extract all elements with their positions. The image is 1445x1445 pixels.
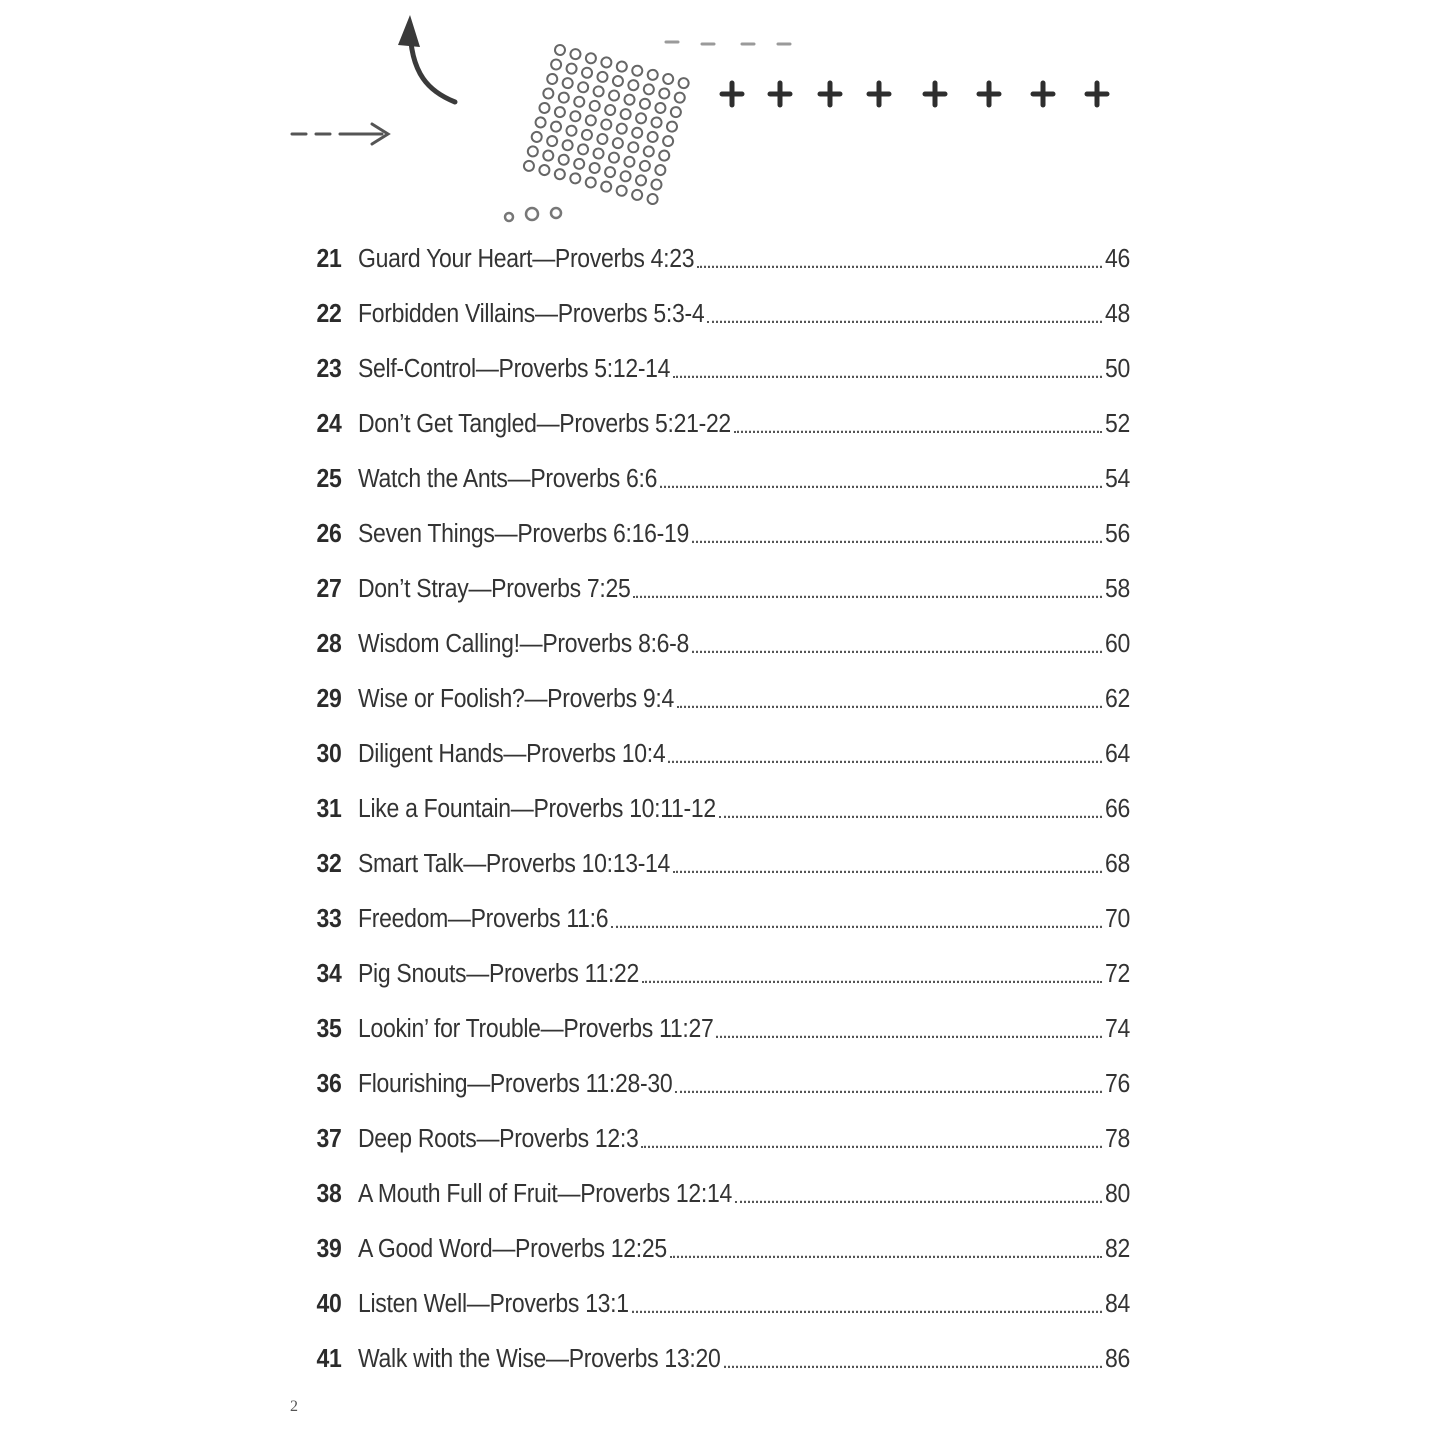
toc-entry-title: Like a Fountain—Proverbs 10:11-12: [358, 793, 716, 823]
toc-entry-title: Seven Things—Proverbs 6:16-19: [358, 518, 689, 548]
toc-entry: [300, 283, 1130, 345]
toc-dot-leader: [677, 705, 1102, 707]
toc-dot-leader: [670, 1255, 1102, 1257]
toc-entry-page: 54: [1105, 463, 1130, 493]
toc-entry-number: 29: [316, 683, 342, 713]
toc-entry-page: 56: [1105, 518, 1130, 548]
toc-entry: [300, 613, 1130, 675]
toc-entry-number: 24: [316, 408, 342, 438]
toc-entry: [300, 448, 1130, 510]
toc-dot-leader: [673, 375, 1102, 377]
toc-dot-leader: [716, 1035, 1102, 1037]
toc-entry-page: 66: [1105, 793, 1130, 823]
toc-entry-number: 28: [316, 628, 342, 658]
toc-entry-title: Walk with the Wise—Proverbs 13:20: [358, 1343, 721, 1373]
toc-dot-leader: [633, 595, 1102, 597]
toc-entry-page: 80: [1105, 1178, 1130, 1208]
toc-dot-leader: [697, 265, 1102, 267]
toc-entry: [300, 833, 1130, 895]
toc-dot-leader: [675, 1090, 1102, 1092]
toc-entry-title: Watch the Ants—Proverbs 6:6: [358, 463, 658, 493]
toc-dot-leader: [668, 760, 1102, 762]
toc-entry-title: Smart Talk—Proverbs 10:13-14: [358, 848, 671, 878]
toc-entry-page: 58: [1105, 573, 1130, 603]
toc-entry-page: 70: [1105, 903, 1130, 933]
up-arrow-icon: [398, 15, 455, 102]
plus-row-icon: [722, 83, 1107, 105]
toc-entry-number: 41: [316, 1343, 342, 1373]
toc-entry: [300, 393, 1130, 455]
toc-dot-leader: [673, 870, 1102, 872]
toc-entry: [300, 1273, 1130, 1335]
toc-entry-number: 22: [316, 298, 342, 328]
toc-entry-title: Listen Well—Proverbs 13:1: [358, 1288, 629, 1318]
toc-entry-title: Pig Snouts—Proverbs 11:22: [358, 958, 640, 988]
toc-entry: [300, 668, 1130, 730]
table-of-contents: [300, 231, 1130, 1386]
toc-entry-title: A Mouth Full of Fruit—Proverbs 12:14: [358, 1178, 732, 1208]
toc-entry-number: 33: [316, 903, 342, 933]
toc-entry: [300, 338, 1130, 400]
toc-entry-number: 38: [316, 1178, 342, 1208]
toc-entry-number: 31: [316, 793, 342, 823]
toc-dot-leader: [734, 430, 1102, 432]
toc-entry-page: 64: [1105, 738, 1130, 768]
toc-entry-number: 40: [316, 1288, 342, 1318]
toc-entry-title: Flourishing—Proverbs 11:28-30: [358, 1068, 673, 1098]
toc-entry-title: Guard Your Heart—Proverbs 4:23: [358, 243, 695, 273]
toc-entry-number: 30: [316, 738, 342, 768]
toc-entry-title: Forbidden Villains—Proverbs 5:3-4: [358, 298, 705, 328]
toc-entry-number: 21: [316, 243, 342, 273]
toc-entry-title: Don’t Get Tangled—Proverbs 5:21-22: [358, 408, 731, 438]
top-dashes-icon: [666, 42, 790, 44]
header-decorations: [0, 0, 1445, 235]
toc-dot-leader: [724, 1365, 1103, 1367]
toc-entry-title: Deep Roots—Proverbs 12:3: [358, 1123, 639, 1153]
toc-entry-title: A Good Word—Proverbs 12:25: [358, 1233, 667, 1263]
toc-entry-page: 62: [1105, 683, 1130, 713]
toc-entry-number: 39: [316, 1233, 342, 1263]
toc-entry-title: Wise or Foolish?—Proverbs 9:4: [358, 683, 674, 713]
toc-entry-number: 25: [316, 463, 342, 493]
page-number: 2: [290, 1398, 298, 1415]
toc-dot-leader: [707, 320, 1102, 322]
toc-entry: [300, 998, 1130, 1060]
toc-entry-page: 46: [1105, 243, 1130, 273]
toc-entry-page: 72: [1105, 958, 1130, 988]
toc-entry: [300, 943, 1130, 1005]
toc-entry: [300, 778, 1130, 840]
toc-entry-page: 50: [1105, 353, 1130, 383]
toc-dot-leader: [641, 1145, 1102, 1147]
toc-entry-page: 48: [1105, 298, 1130, 328]
toc-dot-leader: [692, 650, 1102, 652]
toc-dot-leader: [660, 485, 1102, 487]
toc-entry: [300, 503, 1130, 565]
toc-entry-page: 82: [1105, 1233, 1130, 1263]
toc-entry-number: 36: [316, 1068, 342, 1098]
dashed-right-arrow-icon: [292, 124, 388, 144]
toc-entry-page: 76: [1105, 1068, 1130, 1098]
toc-dot-leader: [642, 980, 1102, 982]
toc-entry-title: Don’t Stray—Proverbs 7:25: [358, 573, 631, 603]
toc-dot-leader: [632, 1310, 1102, 1312]
toc-entry-title: Self-Control—Proverbs 5:12-14: [358, 353, 671, 383]
toc-entry: [300, 723, 1130, 785]
toc-dot-leader: [611, 925, 1102, 927]
toc-dot-leader: [719, 815, 1102, 817]
toc-entry-page: 68: [1105, 848, 1130, 878]
toc-dot-leader: [735, 1200, 1102, 1202]
toc-entry-number: 26: [316, 518, 342, 548]
toc-entry-number: 37: [316, 1123, 342, 1153]
toc-entry-number: 27: [316, 573, 342, 603]
toc-entry: [300, 1053, 1130, 1115]
toc-entry-number: 32: [316, 848, 342, 878]
toc-entry-page: 86: [1105, 1343, 1130, 1373]
toc-entry-page: 60: [1105, 628, 1130, 658]
toc-entry-title: Lookin’ for Trouble—Proverbs 11:27: [358, 1013, 714, 1043]
toc-entry-number: 34: [316, 958, 342, 988]
toc-entry-title: Wisdom Calling!—Proverbs 8:6-8: [358, 628, 690, 658]
toc-dot-leader: [692, 540, 1102, 542]
toc-entry: [300, 1163, 1130, 1225]
circle-grid-icon: [523, 44, 690, 205]
toc-entry: [300, 228, 1130, 290]
toc-entry-page: 74: [1105, 1013, 1130, 1043]
toc-entry-number: 23: [316, 353, 342, 383]
toc-entry-number: 35: [316, 1013, 342, 1043]
toc-entry: [300, 1328, 1130, 1390]
toc-entry: [300, 1108, 1130, 1170]
toc-entry: [300, 1218, 1130, 1280]
toc-entry: [300, 888, 1130, 950]
toc-entry: [300, 558, 1130, 620]
toc-entry-title: Freedom—Proverbs 11:6: [358, 903, 609, 933]
small-circles-icon: [505, 208, 561, 221]
toc-entry-page: 78: [1105, 1123, 1130, 1153]
toc-entry-page: 84: [1105, 1288, 1130, 1318]
toc-entry-title: Diligent Hands—Proverbs 10:4: [358, 738, 666, 768]
toc-entry-page: 52: [1105, 408, 1130, 438]
